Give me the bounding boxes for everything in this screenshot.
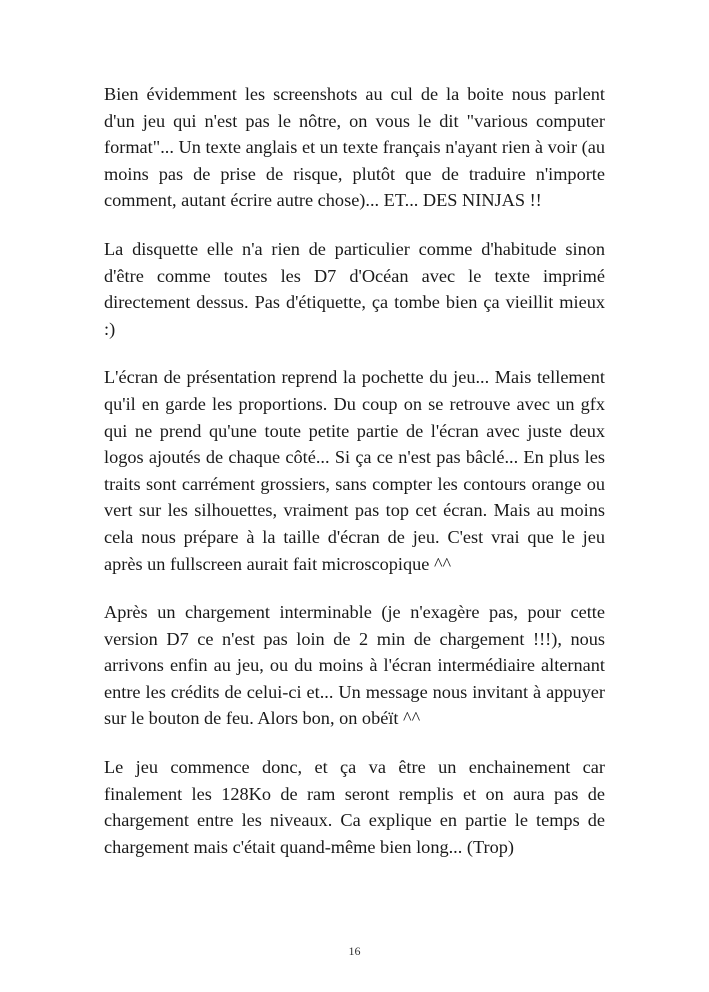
paragraph-title-screen: L'écran de présentation reprend la pochette du jeu... Mais tellement qu'il en garde les proportions. Du coup on se retrouve avec un gfx qui ne prend qu'une toute petite partie de l'écran avec juste deux logos ajoutés de chaque côté... Si ça ce n'est pas bâclé... En plus les traits sont carrément grossiers, sans compter les contours orange ou vert sur les silhouettes, vraiment pas top cet écran. Mais au moins cela nous prépare à la taille d'écran de jeu. C'est vrai que le jeu après un fullscreen aurait fait microscopique ^^ bbox=[104, 367, 605, 574]
paragraph-loading: Après un chargement interminable (je n'exagère pas, pour cette version D7 ce n'est pas loin de 2 min de chargement !!!), nous arrivons enfin au jeu, ou du moins à l'écran intermédiaire alternant entre les crédits de celui-ci et... Un message nous invitant à appuyer sur le bouton de feu. Alors bon, on obéït ^^ bbox=[104, 602, 605, 729]
page-number: 16 bbox=[348, 944, 361, 958]
paragraph-game-start: Le jeu commence donc, et ça va être un enchainement car finalement les 128Ko de ram seront remplis et on aura pas de chargement entre les niveaux. Ca explique en partie le temps de chargement mais c'était quand-même bien long... (Trop) bbox=[104, 757, 605, 857]
paragraph-packaging: Bien évidemment les screenshots au cul de la boite nous parlent d'un jeu qui n'est pas le nôtre, on vous le dit "various computer format"... Un texte anglais et un texte français n'ayant rien à voir (au moins pas de prise de risque, plutôt que de traduire n'importe comment, autant écrire autre chose)... ET... DES NINJAS !! bbox=[104, 84, 605, 211]
page-body bbox=[104, 81, 605, 882]
paragraph-floppy: La disquette elle n'a rien de particulier comme d'habitude sinon d'être comme toutes les D7 d'Océan avec le texte imprimé directement dessus. Pas d'étiquette, ça tombe bien ça vieillit mieux :) bbox=[104, 238, 605, 339]
